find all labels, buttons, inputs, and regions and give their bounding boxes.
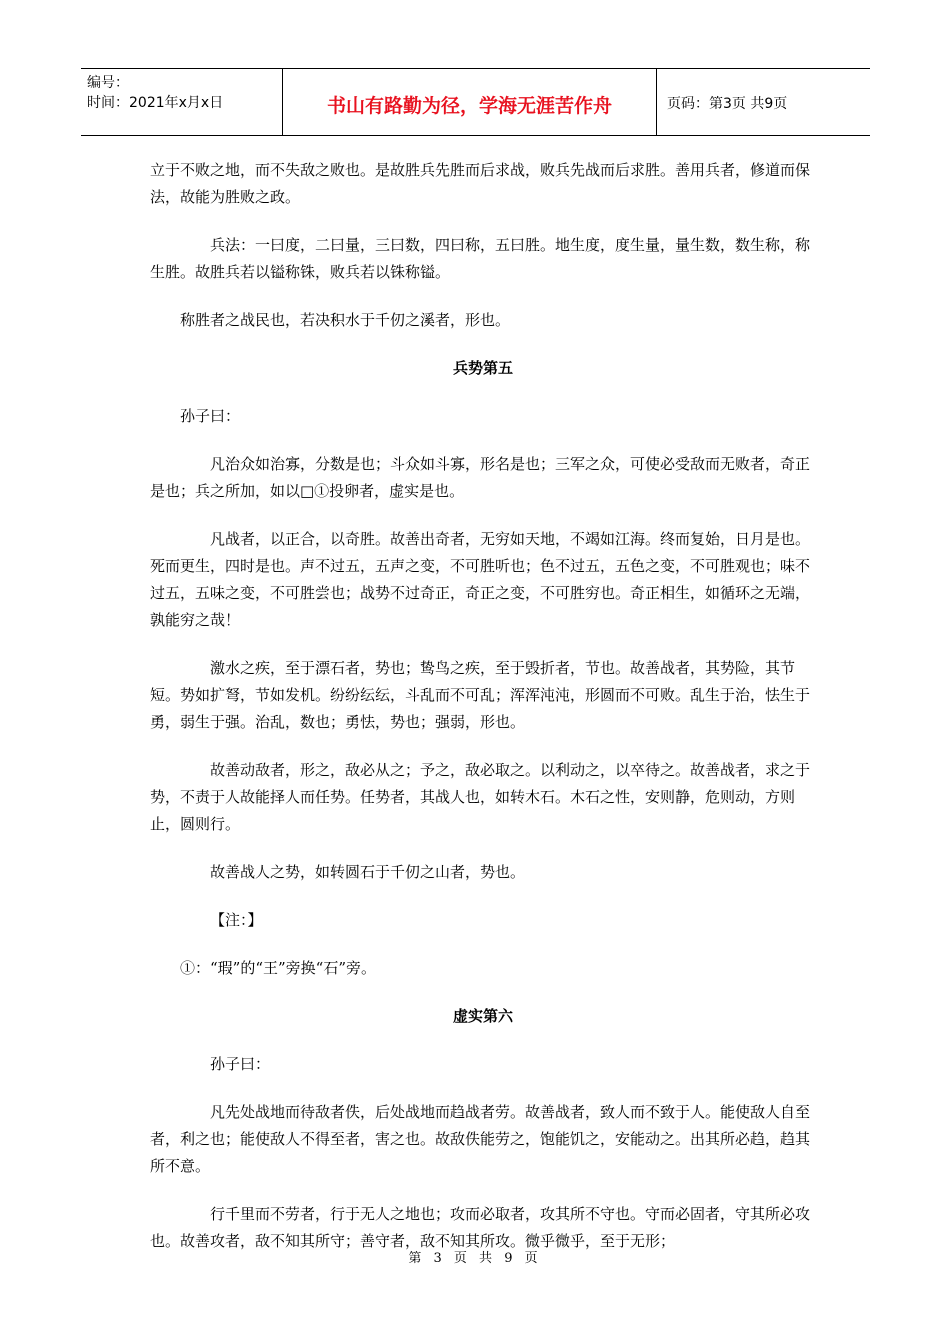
paragraph: 行千里而不劳者，行于无人之地也；攻而必取者，攻其所不守也。守而必固者，守其所必攻也。故善攻者，敌不知其所守；善守者，敌不知其所攻。微乎微乎，至于无形； [150, 1205, 811, 1250]
header-page-info: 页码：第3页 共9页 [667, 96, 788, 112]
paragraph: 激水之疾，至于漂石者，势也；鸷鸟之疾，至于毁折者，节也。故善战者，其势险，其节短。势如扩弩，节如发机。纷纷纭纭，斗乱而不可乱；浑浑沌沌，形圆而不可败。乱生于治，怯生于勇，弱生于强。治乱，数也；勇怯，势也；强弱，形也。 [150, 659, 811, 731]
section-heading: 兵势第五 [452, 359, 513, 377]
paragraph: 故善动敌者，形之，敌必从之；予之，敌必取之。以利动之，以卒待之。故善战者，求之于势，不责于人故能择人而任势。任势者，其战人也，如转木石。木石之性，安则静，危则动，方则止，圆则行。 [150, 761, 811, 833]
page-header [81, 68, 870, 136]
document-number-label: 编号： [87, 75, 129, 91]
paragraph: 凡先处战地而待敌者佚，后处战地而趋战者劳。故善战者，致人而不致于人。能使敌人自至者，利之也；能使敌人不得至者，害之也。故敌佚能劳之，饱能饥之，安能动之。出其所必趋，趋其所不意。 [150, 1103, 811, 1175]
footnote: ①：“瑕”的“王”旁换“石”旁。 [180, 959, 377, 977]
paragraph: 称胜者之战民也，若决积水于千仞之溪者，形也。 [180, 311, 511, 329]
paragraph: 立于不败之地，而不失敌之败也。是故胜兵先胜而后求战，败兵先战而后求胜。善用兵者，修道而保法，故能为胜败之政。 [150, 161, 811, 206]
document-body [150, 157, 816, 1276]
note-label: 【注：】 [210, 911, 263, 929]
paragraph: 凡治众如治寡，分数是也；斗众如斗寡，形名是也；三军之众，可使必受敌而无败者，奇正是也；兵之所加，如以□①投卵者，虚实是也。 [150, 455, 811, 500]
paragraph: 孙子曰： [180, 407, 241, 425]
paragraph: 故善战人之势，如转圆石于千仞之山者，势也。 [210, 863, 526, 881]
header-slogan: 书山有路勤为径，学海无涯苦作舟 [283, 69, 657, 135]
document-date: 时间：2021年x月x日 [87, 95, 224, 111]
header-meta [81, 69, 283, 135]
paragraph: 孙子曰： [210, 1055, 271, 1073]
page-footer: 第 3 页 共 9 页 [408, 1251, 542, 1266]
paragraph: 兵法：一曰度，二曰量，三曰数，四曰称，五曰胜。地生度，度生量，量生数，数生称，称生胜。故胜兵若以镒称铢，败兵若以铢称镒。 [150, 236, 811, 281]
section-heading: 虚实第六 [452, 1007, 513, 1025]
paragraph: 凡战者，以正合，以奇胜。故善出奇者，无穷如天地，不竭如江海。终而复始，日月是也。死而更生，四时是也。声不过五，五声之变，不可胜听也；色不过五，五色之变，不可胜观也；味不过五，五味之变，不可胜尝也；战势不过奇正，奇正之变，不可胜穷也。奇正相生，如循环之无端，孰能穷之哉！ [150, 530, 811, 629]
